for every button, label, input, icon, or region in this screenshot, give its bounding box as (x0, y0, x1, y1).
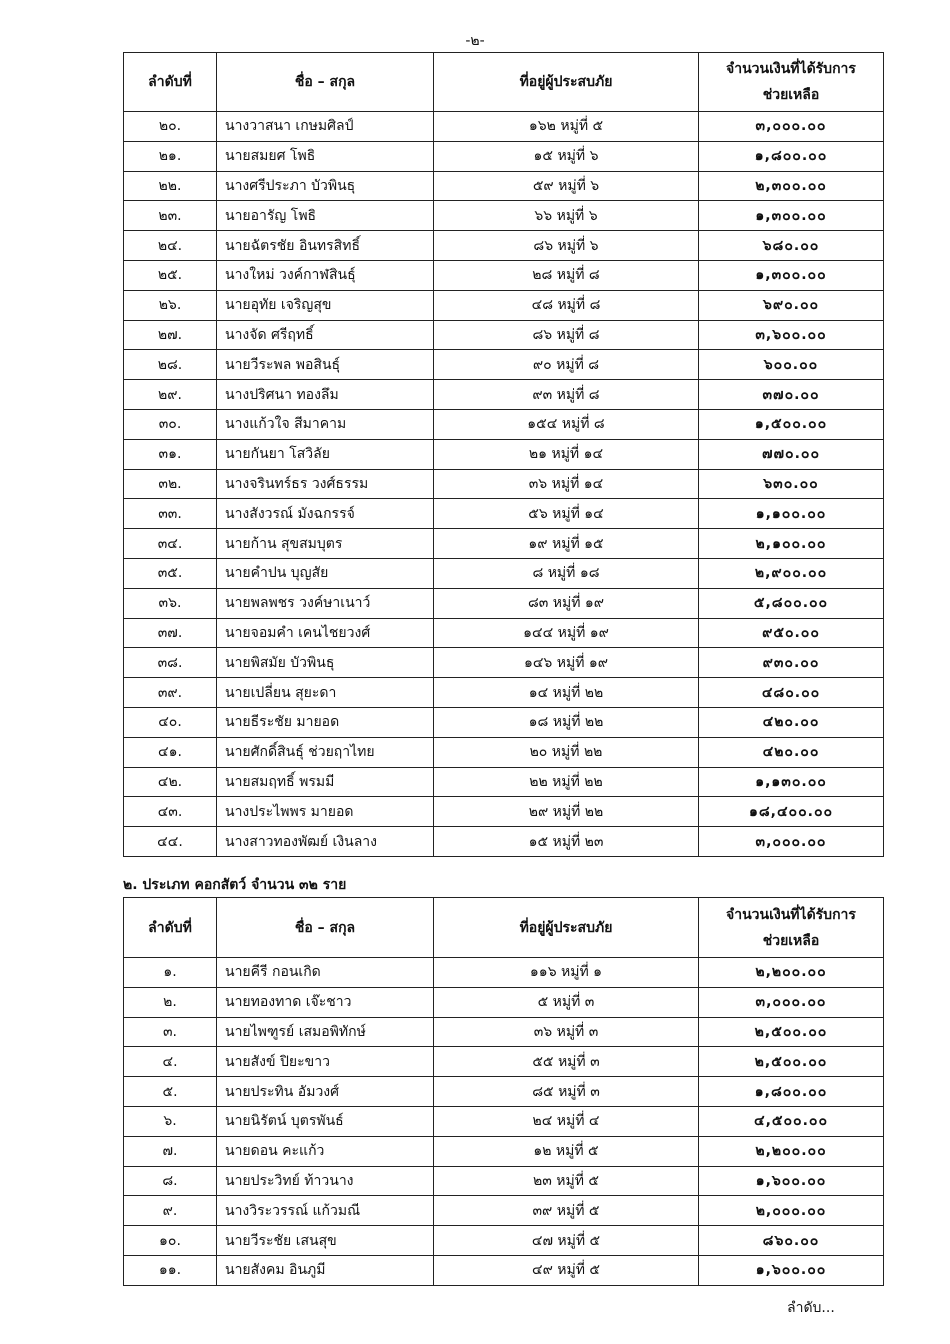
table-row (124, 1226, 884, 1256)
table-row (124, 290, 884, 320)
cell-no: ๓๘. (124, 648, 217, 678)
cell-no: ๙. (124, 1196, 217, 1226)
page-number: -๒- (465, 33, 485, 49)
cell-no: ๔๑. (124, 737, 217, 767)
cell-no: ๓๓. (124, 499, 217, 529)
cell-amount: ๓๗๐.๐๐ (699, 380, 884, 410)
cell-amount: ๙๓๐.๐๐ (699, 648, 884, 678)
cell-no: ๒๗. (124, 320, 217, 350)
cell-address: ๑๘ หมู่ที่ ๒๒ (434, 707, 699, 737)
cell-address: ๔๘ หมู่ที่ ๘ (434, 290, 699, 320)
cell-amount: ๓,๐๐๐.๐๐ (699, 987, 884, 1017)
cell-no: ๔. (124, 1047, 217, 1077)
cell-no: ๒๑. (124, 141, 217, 171)
cell-amount: ๖๙๐.๐๐ (699, 290, 884, 320)
table-row (124, 1255, 884, 1285)
table-row (124, 558, 884, 588)
cell-amount: ๔๘๐.๐๐ (699, 678, 884, 708)
header-address: ที่อยู่ผู้ประสบภัย (434, 53, 699, 112)
cell-address: ๑๕ หมู่ที่ ๖ (434, 141, 699, 171)
table-row (124, 499, 884, 529)
cell-address: ๑๒ หมู่ที่ ๕ (434, 1136, 699, 1166)
table-row (124, 141, 884, 171)
header-amount-line1: จำนวนเงินที่ได้รับการ (726, 906, 856, 923)
cell-name: นายวีระพล พอสินธุ์ (217, 350, 434, 380)
cell-name: นางจัด ศรีฤทธิ์ (217, 320, 434, 350)
header-address: ที่อยู่ผู้ประสบภัย (434, 898, 699, 958)
table-header-row (124, 898, 884, 958)
table-row (124, 588, 884, 618)
cell-name: นายคีรี กอนเกิด (217, 958, 434, 988)
cell-address: ๑๑๖ หมู่ที่ ๑ (434, 958, 699, 988)
cell-address: ๑๙ หมู่ที่ ๑๕ (434, 529, 699, 559)
cell-no: ๗. (124, 1136, 217, 1166)
cell-no: ๒๐. (124, 112, 217, 142)
cell-no: ๕. (124, 1077, 217, 1107)
cell-no: ๓๗. (124, 618, 217, 648)
cell-amount: ๒,๒๐๐.๐๐ (699, 1136, 884, 1166)
cell-no: ๑. (124, 958, 217, 988)
cell-amount: ๑,๑๐๐.๐๐ (699, 499, 884, 529)
cell-name: นายวีระชัย เสนสุข (217, 1226, 434, 1256)
cell-address: ๔๙ หมู่ที่ ๕ (434, 1255, 699, 1285)
cell-name: นายสมยศ โพธิ (217, 141, 434, 171)
table-row (124, 260, 884, 290)
cell-no: ๒๒. (124, 171, 217, 201)
cell-address: ๘๖ หมู่ที่ ๖ (434, 231, 699, 261)
header-amount (699, 53, 884, 112)
cell-name: นางศรีประภา บัวพินธุ (217, 171, 434, 201)
table-row (124, 648, 884, 678)
cell-address: ๕๙ หมู่ที่ ๖ (434, 171, 699, 201)
cell-name: นายทองทาด เจ๊ะชาว (217, 987, 434, 1017)
cell-address: ๒๔ หมู่ที่ ๔ (434, 1106, 699, 1136)
cell-amount: ๕,๘๐๐.๐๐ (699, 588, 884, 618)
table-row (124, 529, 884, 559)
cell-no: ๔๐. (124, 707, 217, 737)
cell-amount: ๑,๑๓๐.๐๐ (699, 767, 884, 797)
cell-amount: ๒,๐๐๐.๐๐ (699, 1196, 884, 1226)
cell-no: ๓๖. (124, 588, 217, 618)
cell-name: นายฉัตรชัย อินทรสิทธิ์ (217, 231, 434, 261)
table-row (124, 1166, 884, 1196)
continuation-footer: ลำดับ... (787, 1300, 835, 1316)
header-name: ชื่อ – สกุล (217, 53, 434, 112)
cell-amount: ๓,๐๐๐.๐๐ (699, 827, 884, 857)
cell-name: นางใหม่ วงค์กาฬสินธุ์ (217, 260, 434, 290)
cell-address: ๓๖ หมู่ที่ ๑๔ (434, 469, 699, 499)
relief-table-1 (123, 52, 884, 857)
table-row (124, 201, 884, 231)
cell-amount: ๑,๓๐๐.๐๐ (699, 201, 884, 231)
cell-amount: ๑,๘๐๐.๐๐ (699, 141, 884, 171)
table-row (124, 171, 884, 201)
cell-name: นายพิสมัย บัวพินธุ (217, 648, 434, 678)
table-row (124, 320, 884, 350)
cell-address: ๑๕๔ หมู่ที่ ๘ (434, 409, 699, 439)
cell-no: ๒๘. (124, 350, 217, 380)
cell-address: ๕๖ หมู่ที่ ๑๔ (434, 499, 699, 529)
cell-amount: ๔,๕๐๐.๐๐ (699, 1106, 884, 1136)
table-row (124, 827, 884, 857)
cell-address: ๙๐ หมู่ที่ ๘ (434, 350, 699, 380)
cell-amount: ๔๒๐.๐๐ (699, 737, 884, 767)
table-row (124, 350, 884, 380)
cell-name: นายธีระชัย มายอด (217, 707, 434, 737)
cell-address: ๑๔ หมู่ที่ ๒๒ (434, 678, 699, 708)
table-row (124, 1017, 884, 1047)
cell-amount: ๑,๖๐๐.๐๐ (699, 1255, 884, 1285)
cell-address: ๑๖๒ หมู่ที่ ๕ (434, 112, 699, 142)
table-row (124, 707, 884, 737)
cell-name: นางประไพพร มายอด (217, 797, 434, 827)
cell-no: ๓. (124, 1017, 217, 1047)
cell-amount: ๒,๑๐๐.๐๐ (699, 529, 884, 559)
cell-address: ๒๐ หมู่ที่ ๒๒ (434, 737, 699, 767)
cell-no: ๔๓. (124, 797, 217, 827)
header-amount-line2: ช่วยเหลือ (762, 87, 820, 103)
cell-amount: ๖๐๐.๐๐ (699, 350, 884, 380)
cell-name: นางวิระวรรณ์ แก้วมณี (217, 1196, 434, 1226)
cell-no: ๑๑. (124, 1255, 217, 1285)
cell-amount: ๖๘๐.๐๐ (699, 231, 884, 261)
cell-amount: ๑,๘๐๐.๐๐ (699, 1077, 884, 1107)
cell-address: ๒๑ หมู่ที่ ๑๔ (434, 439, 699, 469)
cell-amount: ๑,๖๐๐.๐๐ (699, 1166, 884, 1196)
cell-no: ๓๙. (124, 678, 217, 708)
table-row (124, 1106, 884, 1136)
table-row (124, 1196, 884, 1226)
cell-name: นายประทิน อัมวงศ์ (217, 1077, 434, 1107)
cell-name: นายไพฑูรย์ เสมอพิทักษ์ (217, 1017, 434, 1047)
cell-amount: ๓,๐๐๐.๐๐ (699, 112, 884, 142)
cell-address: ๒๘ หมู่ที่ ๘ (434, 260, 699, 290)
cell-name: นายจอมคำ เคนไชยวงศ์ (217, 618, 434, 648)
cell-no: ๓๕. (124, 558, 217, 588)
cell-address: ๕ หมู่ที่ ๓ (434, 987, 699, 1017)
table-header-row (124, 53, 884, 112)
header-name: ชื่อ – สกุล (217, 898, 434, 958)
cell-name: นายดอน คะแก้ว (217, 1136, 434, 1166)
cell-amount: ๑๘,๔๐๐.๐๐ (699, 797, 884, 827)
cell-no: ๒๔. (124, 231, 217, 261)
cell-amount: ๖๓๐.๐๐ (699, 469, 884, 499)
table-row (124, 1077, 884, 1107)
cell-address: ๘๕ หมู่ที่ ๓ (434, 1077, 699, 1107)
cell-amount: ๒,๓๐๐.๐๐ (699, 171, 884, 201)
cell-name: นางสังวรณ์ มังฉกรรจ์ (217, 499, 434, 529)
cell-no: ๓๑. (124, 439, 217, 469)
cell-name: นายศักดิ์สินธุ์ ช่วยฤาไทย (217, 737, 434, 767)
cell-no: ๑๐. (124, 1226, 217, 1256)
cell-address: ๖๖ หมู่ที่ ๖ (434, 201, 699, 231)
cell-no: ๓๒. (124, 469, 217, 499)
cell-name: นางวาสนา เกษมศิลป์ (217, 112, 434, 142)
relief-table-2 (123, 897, 884, 1286)
cell-no: ๔๒. (124, 767, 217, 797)
cell-address: ๙๓ หมู่ที่ ๘ (434, 380, 699, 410)
cell-amount: ๑,๓๐๐.๐๐ (699, 260, 884, 290)
table-row (124, 678, 884, 708)
cell-no: ๒๕. (124, 260, 217, 290)
table-row (124, 958, 884, 988)
table-row (124, 618, 884, 648)
table-row (124, 469, 884, 499)
cell-address: ๓๙ หมู่ที่ ๕ (434, 1196, 699, 1226)
table-row (124, 767, 884, 797)
cell-amount: ๗๗๐.๐๐ (699, 439, 884, 469)
cell-address: ๒๙ หมู่ที่ ๒๒ (434, 797, 699, 827)
cell-address: ๔๗ หมู่ที่ ๕ (434, 1226, 699, 1256)
cell-no: ๒๖. (124, 290, 217, 320)
cell-name: นายพลพชร วงค์ษาเนาว์ (217, 588, 434, 618)
section-2-title: ๒. ประเภท คอกสัตว์ จำนวน ๓๒ ราย (123, 877, 347, 893)
cell-name: นายคำปน บุญสัย (217, 558, 434, 588)
cell-name: นายเปลี่ยน สุยะดา (217, 678, 434, 708)
cell-name: นายกันยา โสวิลัย (217, 439, 434, 469)
cell-name: นายสังคม อินภูมี (217, 1255, 434, 1285)
cell-amount: ๔๒๐.๐๐ (699, 707, 884, 737)
table-row (124, 439, 884, 469)
cell-amount: ๒,๙๐๐.๐๐ (699, 558, 884, 588)
cell-address: ๘๓ หมู่ที่ ๑๙ (434, 588, 699, 618)
cell-name: นายอุทัย เจริญสุข (217, 290, 434, 320)
table-row (124, 1047, 884, 1077)
cell-amount: ๒,๒๐๐.๐๐ (699, 958, 884, 988)
cell-no: ๒๓. (124, 201, 217, 231)
table-row (124, 231, 884, 261)
header-no: ลำดับที่ (124, 53, 217, 112)
cell-amount: ๓,๖๐๐.๐๐ (699, 320, 884, 350)
cell-no: ๖. (124, 1106, 217, 1136)
cell-address: ๒๒ หมู่ที่ ๒๒ (434, 767, 699, 797)
table-row (124, 409, 884, 439)
cell-no: ๘. (124, 1166, 217, 1196)
cell-no: ๓๔. (124, 529, 217, 559)
cell-name: นายสังข์ ปิยะขาว (217, 1047, 434, 1077)
cell-name: นางจรินทร์ธร วงศ์ธรรม (217, 469, 434, 499)
cell-name: นายอารัญ โพธิ (217, 201, 434, 231)
table-row (124, 987, 884, 1017)
cell-no: ๒๙. (124, 380, 217, 410)
cell-amount: ๑,๕๐๐.๐๐ (699, 409, 884, 439)
cell-name: นางแก้วใจ สีมาคาม (217, 409, 434, 439)
cell-address: ๘ หมู่ที่ ๑๘ (434, 558, 699, 588)
table-row (124, 112, 884, 142)
cell-name: นายก้าน สุขสมบุตร (217, 529, 434, 559)
cell-no: ๓๐. (124, 409, 217, 439)
cell-amount: ๒,๕๐๐.๐๐ (699, 1047, 884, 1077)
cell-address: ๑๕ หมู่ที่ ๒๓ (434, 827, 699, 857)
cell-name: นายสมฤทธิ์ พรมมี (217, 767, 434, 797)
table-row (124, 797, 884, 827)
cell-no: ๔๔. (124, 827, 217, 857)
table-row (124, 1136, 884, 1166)
table-row (124, 737, 884, 767)
cell-name: นางปริศนา ทองลึม (217, 380, 434, 410)
cell-address: ๓๖ หมู่ที่ ๓ (434, 1017, 699, 1047)
cell-name: นายนิรัตน์ บุตรพันธ์ (217, 1106, 434, 1136)
header-no: ลำดับที่ (124, 898, 217, 958)
header-amount-line2: ช่วยเหลือ (762, 932, 820, 949)
cell-amount: ๙๕๐.๐๐ (699, 618, 884, 648)
cell-name: นางสาวทองพัฒย์ เงินลาง (217, 827, 434, 857)
cell-amount: ๒,๕๐๐.๐๐ (699, 1017, 884, 1047)
cell-address: ๑๔๖ หมู่ที่ ๑๙ (434, 648, 699, 678)
cell-address: ๒๓ หมู่ที่ ๕ (434, 1166, 699, 1196)
header-amount (699, 898, 884, 958)
cell-no: ๒. (124, 987, 217, 1017)
table-row (124, 380, 884, 410)
cell-address: ๑๔๔ หมู่ที่ ๑๙ (434, 618, 699, 648)
cell-address: ๕๕ หมู่ที่ ๓ (434, 1047, 699, 1077)
header-amount-line1: จำนวนเงินที่ได้รับการ (726, 61, 856, 77)
cell-name: นายประวิทย์ ท้าวนาง (217, 1166, 434, 1196)
cell-amount: ๘๖๐.๐๐ (699, 1226, 884, 1256)
cell-address: ๘๖ หมู่ที่ ๘ (434, 320, 699, 350)
